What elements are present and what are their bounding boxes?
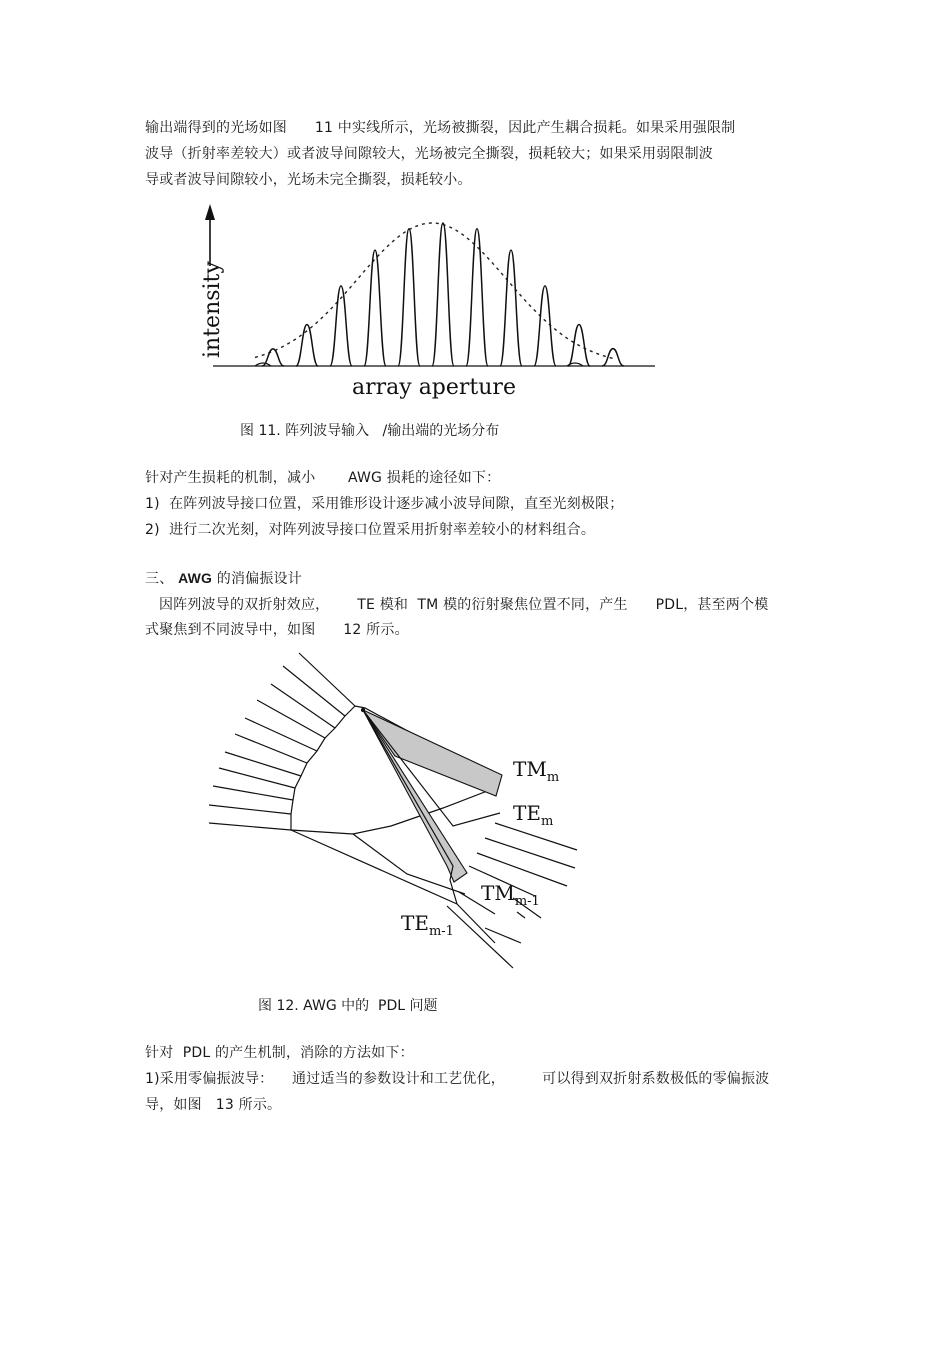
pdl-para-line-1: 因阵列波导的双折射效应， TE 模和 TM 模的衍射聚焦位置不同，产生 PDL，甚至两个模 [145,597,769,613]
solution-line-1: 1)采用零偏振波导： 通过适当的参数设计和工艺优化， 可以得到双折射系数极低的零偏振波 [145,1071,770,1087]
heading-bold: AWG [178,570,213,586]
label-tm-m-1: $TM_{m-1}$ [481,881,540,909]
loss-intro: 针对产生损耗的机制，减小 AWG 损耗的途径如下： [145,470,501,486]
intensity-peak [534,286,556,366]
figure-12-awg-pdl-diagram [195,648,595,978]
label-tm-m: $TM_m$ [513,757,560,785]
heading-suffix: 的消偏振设计 [212,571,302,587]
intensity-peak [432,223,454,366]
intensity-peak [602,349,624,366]
loss-item-1: 1) 在阵列波导接口位置，采用锥形设计逐步减小波导间隙，直至光刻极限； [145,496,624,512]
figure-12-caption: 图 12. AWG 中的 PDL 问题 [258,998,438,1014]
slab-bottom-edge [291,830,457,904]
label-te-m-1: $TE_{m-1}$ [401,911,454,939]
figure-11-caption: 图 11. 阵列波导输入 /输出端的光场分布 [240,423,500,439]
intensity-peak [466,229,488,366]
intensity-peak [364,250,386,366]
intro-line-1: 输出端得到的光场如图 11 中实线所示，光场被撕裂，因此产生耦合损耗。如果采用强限制 [145,120,736,136]
intro-line-3: 导或者波导间隙较小，光场未完全撕裂，损耗较小。 [145,172,472,188]
intro-line-2: 波导（折射率差较大）或者波导间隙较大，光场被完全撕裂，损耗较大；如果采用弱限制波 [145,146,713,162]
section-heading [145,569,302,588]
figure-11-intensity-plot [195,196,665,406]
label-te-m: $TE_m$ [513,801,554,829]
pdl-para-line-2: 式聚焦到不同波导中，如图 12 所示。 [145,622,409,638]
tm-m-beam [363,710,502,796]
solution-intro: 针对 PDL 的产生机制，消除的方法如下： [145,1045,414,1061]
intensity-peak [398,229,420,366]
array-waveguides [209,653,355,830]
intensity-peak [500,250,522,366]
y-axis-label: intensity [200,261,225,358]
y-axis-arrow-head [205,204,215,220]
loss-item-2: 2) 进行二次光刻，对阵列波导接口位置采用折射率差较小的材料组合。 [145,522,596,538]
solution-line-2: 导，如图 13 所示。 [145,1097,282,1113]
heading-prefix: 三、 [145,571,179,587]
x-axis-label: array aperture [352,375,516,400]
